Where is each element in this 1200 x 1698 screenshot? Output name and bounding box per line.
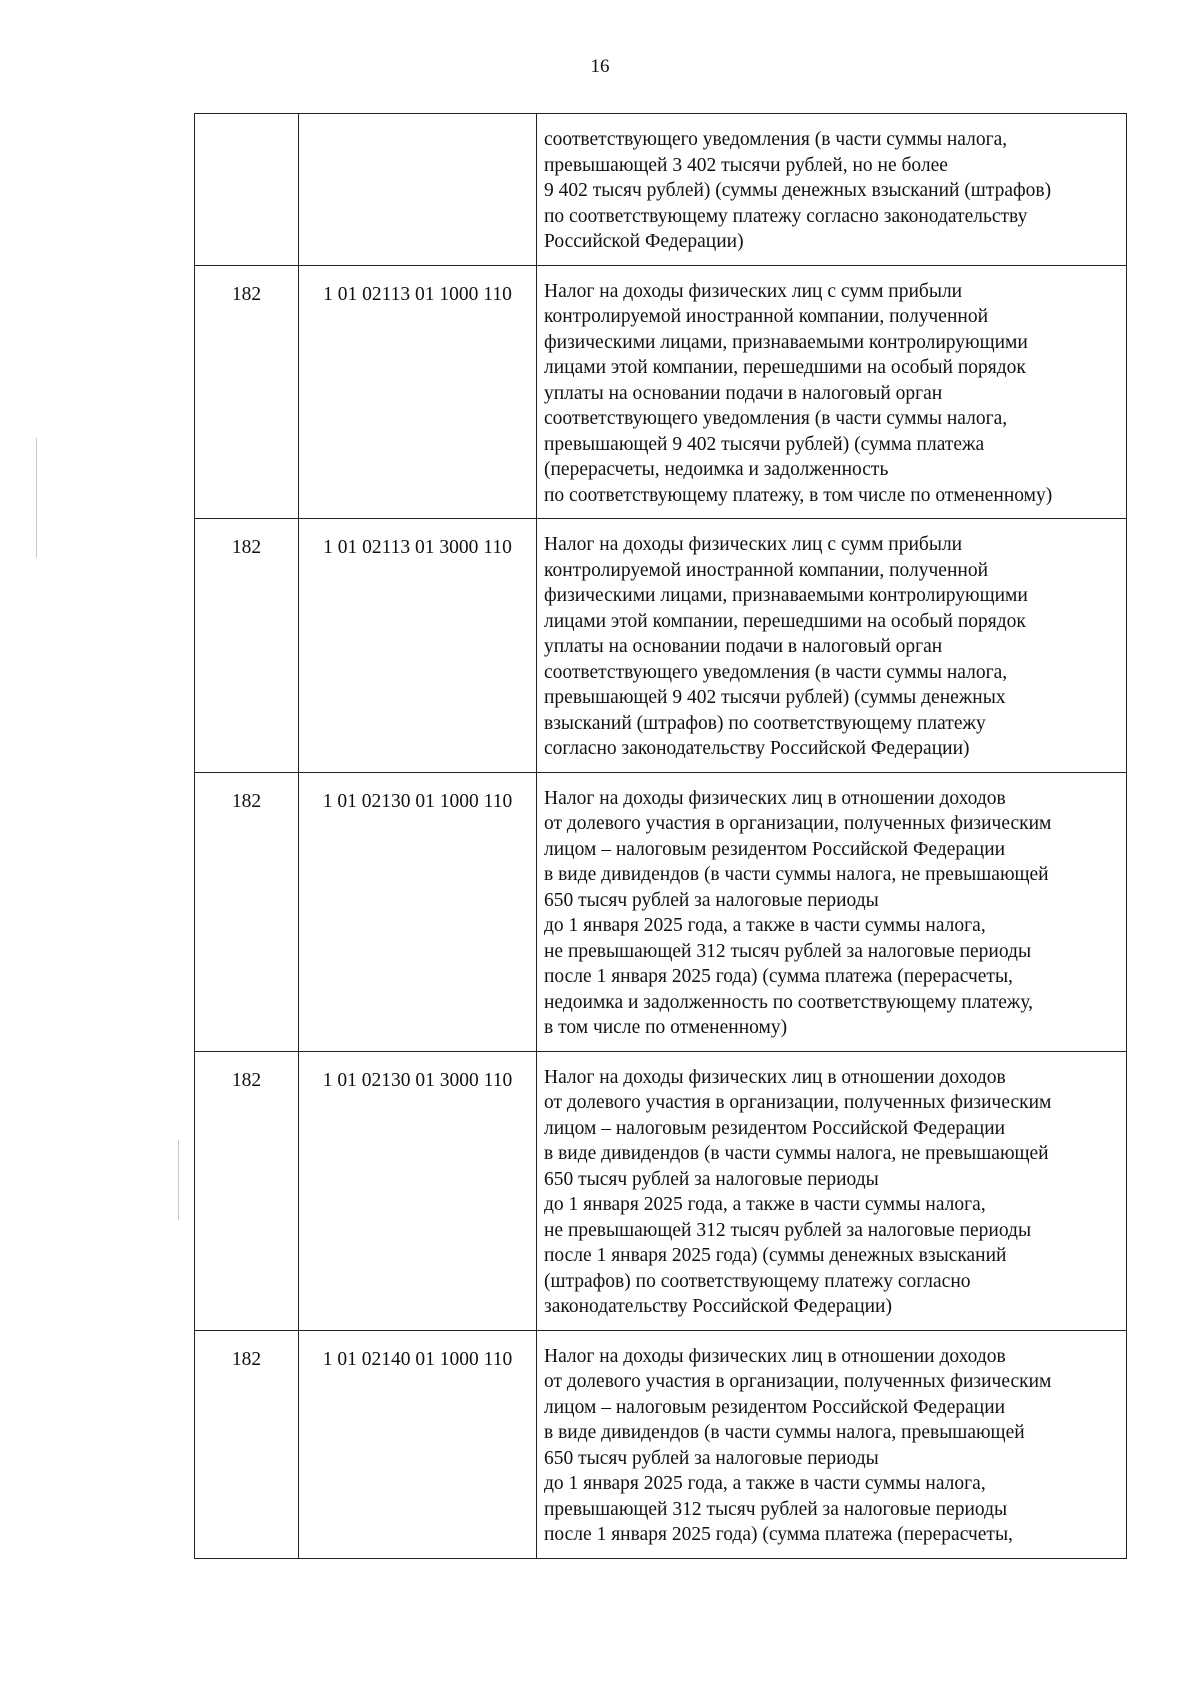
name-line: 650 тысяч рублей за налоговые периоды (544, 1168, 879, 1190)
admin-code-cell: 182 (195, 772, 299, 1051)
budget-code-cell: 1 01 02113 01 1000 110 (299, 265, 537, 519)
income-name-cell (537, 265, 1127, 519)
name-line: лицами этой компании, перешедшими на особый порядок (544, 357, 1026, 378)
income-name-cell (537, 114, 1127, 266)
budget-codes-table (194, 113, 1127, 1559)
budget-code-cell: 1 01 02130 01 3000 110 (299, 1051, 537, 1330)
admin-code-cell (195, 114, 299, 266)
name-line: (перерасчеты, недоимка и задолженность (544, 459, 889, 480)
name-line: лицом – налоговым резидентом Российской Федерации (544, 838, 1006, 860)
name-line: в виде дивидендов (в части суммы налога, не превышающей (544, 864, 1049, 885)
scan-artifact-line (178, 1140, 179, 1220)
table-row (195, 265, 1127, 519)
budget-code-cell (299, 114, 537, 266)
name-line: до 1 января 2025 года, а также в части суммы налога, (544, 915, 986, 936)
budget-code-cell: 1 01 02130 01 1000 110 (299, 772, 537, 1051)
name-line: (штрафов) по соответствующему платежу согласно (544, 1270, 971, 1292)
admin-code-cell: 182 (195, 1330, 299, 1558)
income-name-cell (537, 519, 1127, 773)
name-line: превышающей 9 402 тысячи рублей) (сумма платежа (544, 433, 985, 455)
name-line: в том числе по отмененному) (544, 1017, 788, 1038)
name-line: Налог на доходы физических лиц в отношении доходов (544, 1345, 1006, 1367)
name-line: превышающей 312 тысяч рублей за налоговые периоды (544, 1498, 1008, 1520)
name-line: законодательству Российской Федерации) (544, 1296, 892, 1317)
name-line: после 1 января 2025 года) (суммы денежных взысканий (544, 1245, 1007, 1266)
name-line: контролируемой иностранной компании, полученной (544, 306, 989, 327)
admin-code-cell: 182 (195, 1051, 299, 1330)
table-body (195, 114, 1127, 1559)
name-line: взысканий (штрафов) по соответствующему платежу (544, 712, 986, 734)
name-line: от долевого участия в организации, полученных физическим (544, 1371, 1052, 1392)
name-line: по соответствующему платежу согласно законодательству (544, 205, 1028, 227)
name-line: не превышающей 312 тысяч рублей за налоговые периоды (544, 1219, 1032, 1241)
name-line: до 1 января 2025 года, а также в части суммы налога, (544, 1473, 986, 1494)
name-line: Российской Федерации) (544, 231, 744, 252)
name-line: Налог на доходы физических лиц в отношении доходов (544, 787, 1006, 809)
name-line: 650 тысяч рублей за налоговые периоды (544, 889, 879, 911)
table-row (195, 1051, 1127, 1330)
name-line: лицом – налоговым резидентом Российской Федерации (544, 1117, 1006, 1139)
name-line: недоимка и задолженность по соответствующему платежу, (544, 991, 1034, 1013)
scan-artifact-line (36, 438, 37, 558)
admin-code-cell: 182 (195, 265, 299, 519)
admin-code-cell: 182 (195, 519, 299, 773)
name-line: соответствующего уведомления (в части суммы налога, (544, 408, 1008, 429)
name-line: не превышающей 312 тысяч рублей за налоговые периоды (544, 940, 1032, 962)
name-line: от долевого участия в организации, полученных физическим (544, 1092, 1052, 1113)
name-line: соответствующего уведомления (в части суммы налога, (544, 661, 1008, 683)
budget-code-cell: 1 01 02140 01 1000 110 (299, 1330, 537, 1558)
name-line: Налог на доходы физических лиц в отношении доходов (544, 1066, 1006, 1088)
name-line: контролируемой иностранной компании, полученной (544, 559, 989, 581)
income-name-cell (537, 1330, 1127, 1558)
name-line: от долевого участия в организации, полученных физическим (544, 813, 1052, 834)
name-line: Налог на доходы физических лиц с сумм прибыли (544, 280, 963, 302)
income-name-cell (537, 772, 1127, 1051)
name-line: уплаты на основании подачи в налоговый орган (544, 382, 943, 404)
name-line: лицами этой компании, перешедшими на особый порядок (544, 610, 1026, 632)
name-line: уплаты на основании подачи в налоговый орган (544, 636, 943, 657)
name-line: Налог на доходы физических лиц с сумм прибыли (544, 534, 963, 555)
name-line: в виде дивидендов (в части суммы налога, не превышающей (544, 1143, 1049, 1164)
name-line: превышающей 3 402 тысячи рублей, но не более (544, 154, 948, 176)
name-line: 9 402 тысяч рублей) (суммы денежных взысканий (штрафов) (544, 180, 1052, 201)
name-line: физическими лицами, признаваемыми контролирующими (544, 585, 1028, 606)
name-line: после 1 января 2025 года) (сумма платежа (перерасчеты, (544, 1524, 1013, 1545)
name-line: лицом – налоговым резидентом Российской Федерации (544, 1396, 1006, 1418)
name-line: по соответствующему платежу, в том числе по отмененному) (544, 484, 1053, 506)
name-line: 650 тысяч рублей за налоговые периоды (544, 1447, 879, 1469)
table-row (195, 519, 1127, 773)
income-name-cell (537, 1051, 1127, 1330)
name-line: превышающей 9 402 тысячи рублей) (суммы денежных (544, 687, 1006, 708)
name-line: до 1 января 2025 года, а также в части суммы налога, (544, 1194, 986, 1215)
page-number: 16 (590, 56, 610, 77)
table-row (195, 114, 1127, 266)
name-line: соответствующего уведомления (в части суммы налога, (544, 129, 1008, 150)
name-line: после 1 января 2025 года) (сумма платежа (перерасчеты, (544, 966, 1013, 987)
name-line: в виде дивидендов (в части суммы налога, превышающей (544, 1422, 1025, 1443)
table-row (195, 772, 1127, 1051)
table-row (195, 1330, 1127, 1558)
name-line: согласно законодательству Российской Федерации) (544, 738, 970, 759)
budget-code-cell: 1 01 02113 01 3000 110 (299, 519, 537, 773)
name-line: физическими лицами, признаваемыми контролирующими (544, 331, 1028, 353)
